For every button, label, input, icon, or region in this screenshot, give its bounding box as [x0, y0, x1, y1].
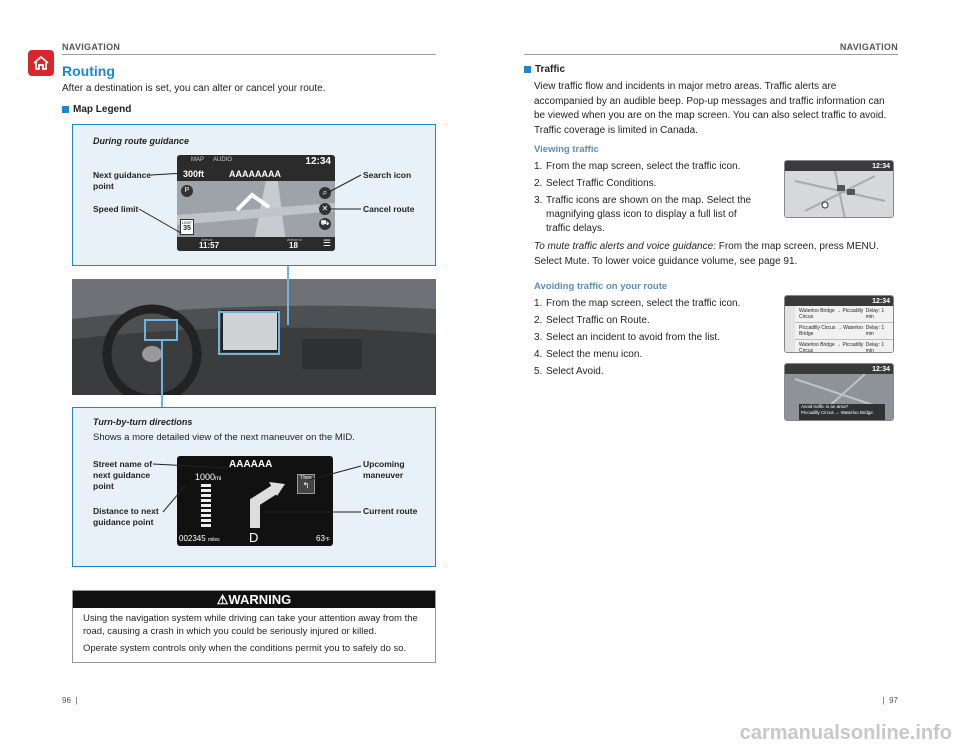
page-number-right: | 97 [882, 696, 898, 705]
odometer: 002345 miles [179, 534, 220, 543]
square-bullet-icon [62, 106, 69, 113]
home-icon[interactable] [28, 50, 54, 76]
gear-indicator: D [249, 530, 259, 545]
table-row[interactable]: Waterloo Bridge → Piccadilly Circus Delay: 1 min [795, 306, 893, 323]
warning-p1: Using the navigation system while driving can take your attention away from the road, causing a crash in which you could be seriously injured or killed. [83, 613, 418, 637]
speed-limit-callout: Speed limit [93, 204, 139, 214]
mute-instructions: To mute traffic alerts and voice guidance: From the map screen, press MENU. Select Mute. To lower voice guidance volume, see page 91. [534, 241, 879, 267]
warning-triangle-icon: ⚠ [216, 592, 229, 607]
speed-limit-sign: LIMIT 35 [180, 219, 194, 235]
turn-by-turn-panel [72, 407, 436, 567]
viewing-steps [534, 160, 760, 239]
then-icon: Then ↰ [297, 474, 315, 494]
list-item: 1. From the map screen, select the traffic icon. [534, 161, 741, 172]
arrive-in-time: 18 [289, 241, 298, 250]
during-guidance-label: During route guidance [93, 136, 190, 146]
map-tab[interactable]: MAP [191, 157, 205, 163]
arrival-label: Arrival [201, 237, 213, 242]
thumb-clock: 12:34 [785, 296, 893, 306]
warning-p2: Operate system controls only when the conditions permit you to safely do so. [83, 643, 407, 654]
header-rule-left [62, 54, 436, 55]
traffic-incident-list [795, 306, 893, 353]
list-item: 1. From the map screen, select the traffic icon. [534, 298, 741, 309]
square-bullet-icon [524, 66, 531, 73]
cancel-route-icon[interactable]: ✕ [319, 203, 331, 215]
turn-heading: Turn-by-turn directions [93, 417, 193, 427]
search-icon[interactable]: ⌕ [319, 187, 331, 199]
current-route-callout: Current route [363, 506, 418, 516]
traffic-list-thumbnail [784, 295, 894, 353]
traffic-icon[interactable]: ⛟ [319, 218, 331, 230]
list-item: 5. Select Avoid. [534, 366, 604, 377]
viewing-traffic-title: Viewing traffic [534, 144, 599, 155]
screen-highlight [218, 311, 280, 355]
avoid-popup-title: Avoid traffic in an area? [801, 404, 849, 409]
mid-highlight [144, 319, 178, 341]
thumb-clock: 12:34 [785, 161, 893, 171]
list-item: 2. Select Traffic on Route. [534, 315, 650, 326]
watermark: carmanualsonline.info [739, 722, 952, 744]
temperature: 63°F [316, 534, 330, 543]
thumb-clock: 12:34 [785, 364, 893, 374]
guidance-street: AAAAAAAA [229, 169, 281, 179]
arrive-in-label: Arrive in [287, 237, 302, 242]
parking-icon[interactable]: P [181, 185, 193, 197]
map-legend-heading: Map Legend [62, 104, 131, 115]
traffic-intro: View traffic flow and incidents in major metro areas. Traffic alerts are accompanied by an audible beep. Pop-up messages and traffic information can be viewed when you are on the map screen. You can also select traffic to avoid. Traffic coverage is limited in Canada. [534, 81, 887, 136]
list-item: 3. Traffic icons are shown on the map. Select the magnifying glass icon to display a full list of traffic delays. [534, 195, 752, 234]
upcoming-maneuver-callout: Upcoming maneuver [363, 459, 405, 480]
avoid-traffic-thumbnail [784, 363, 894, 421]
list-item: 2. Select Traffic Conditions. [534, 178, 657, 189]
routing-title: Routing [62, 63, 115, 79]
table-row[interactable]: Waterloo Bridge → Piccadilly Circus Delay: 1 min [795, 340, 893, 353]
header-rule-right [524, 54, 898, 55]
warning-box [72, 590, 436, 663]
route-guidance-panel [72, 124, 436, 266]
mid-street: AAAAAA [229, 459, 273, 470]
traffic-map-thumbnail [784, 160, 894, 218]
audio-tab[interactable]: AUDIO [213, 157, 233, 163]
next-guidance-callout: Next guidance point [93, 170, 152, 191]
routing-intro: After a destination is set, you can alter or cancel your route. [62, 83, 326, 94]
clock: 12:34 [305, 156, 331, 167]
avoid-popup-route[interactable]: Piccadilly Circus → Waterloo Bridge [801, 410, 873, 415]
list-item: 3. Select an incident to avoid from the list. [534, 332, 720, 343]
header-left: NAVIGATION [62, 42, 121, 52]
page-number-left: 96 | [62, 696, 78, 705]
next-guidance-distance: 300ft [183, 169, 205, 179]
avoiding-steps [534, 297, 760, 382]
turn-description: Shows a more detailed view of the next maneuver on the MID. [93, 432, 355, 443]
table-row[interactable]: Piccadilly Circus → Waterloo Bridge Delay: 1 min [795, 323, 893, 340]
list-item: 4. Select the menu icon. [534, 349, 643, 360]
menu-icon[interactable]: ☰ [322, 238, 331, 248]
traffic-heading: Traffic [524, 64, 565, 75]
search-icon-callout: Search icon [363, 170, 412, 180]
avoiding-traffic-title: Avoiding traffic on your route [534, 281, 668, 292]
traffic-map [785, 171, 894, 218]
arrival-time: 11:57 [199, 241, 220, 250]
mid-distance: 1000mi [195, 472, 222, 482]
callout-leaders [73, 125, 437, 267]
cancel-route-callout: Cancel route [363, 204, 415, 214]
street-name-callout: Street name of next guidance point [93, 459, 153, 491]
header-right: NAVIGATION [839, 42, 898, 52]
warning-header: ⚠WARNING [73, 591, 435, 608]
dashboard-photo [72, 279, 436, 395]
distance-callout: Distance to next guidance point [93, 506, 159, 527]
turn-leaders [73, 408, 437, 568]
